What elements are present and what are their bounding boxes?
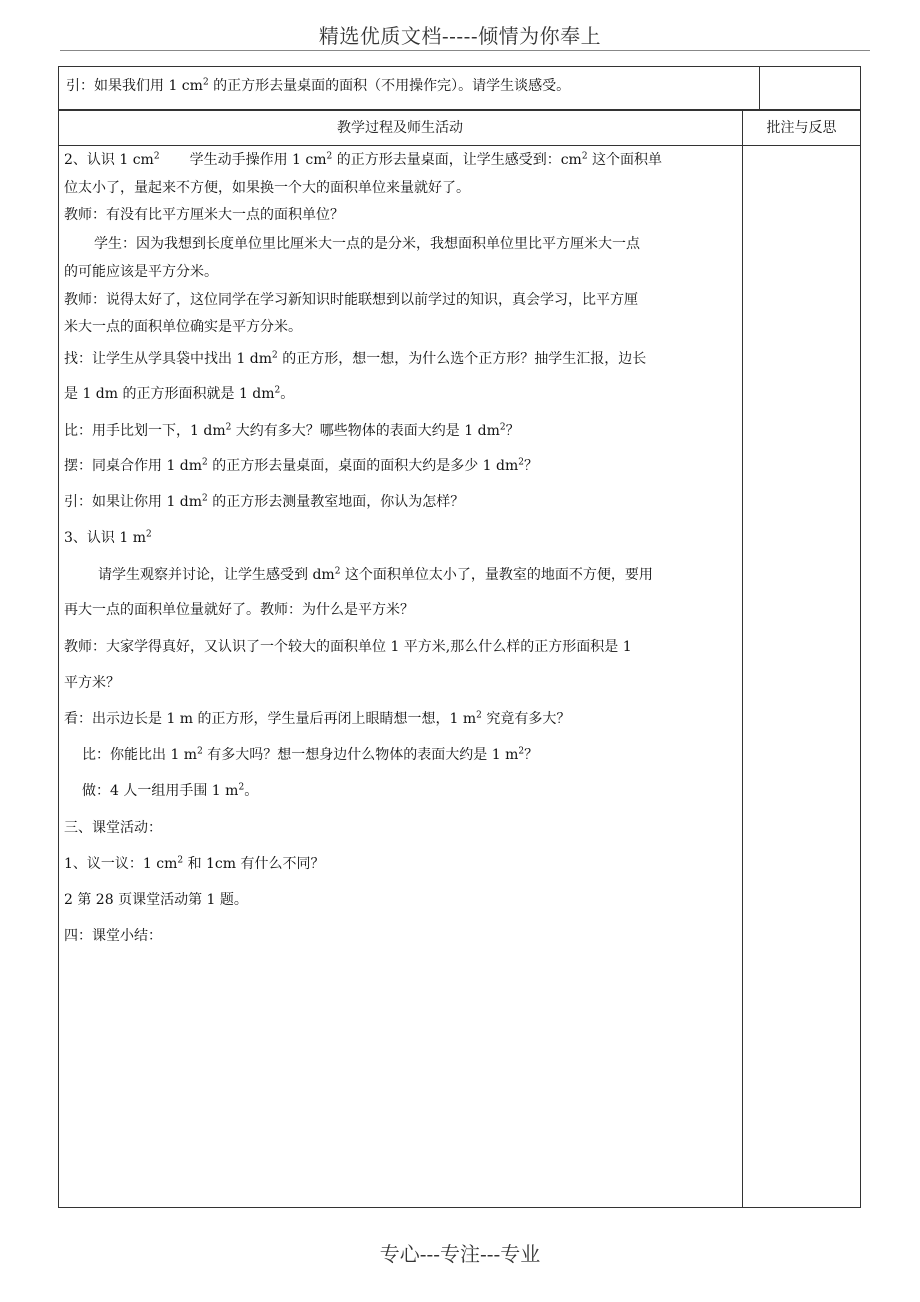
sup: 2 [177, 855, 184, 866]
text: 的正方形去量桌面，桌面的面积大约是多少 1 dm [207, 458, 519, 474]
content-line: 米大一点的面积单位确实是平方分米。 [64, 319, 302, 335]
text: 比：用手比划一下，1 dm [64, 423, 226, 439]
text: 的正方形去测量教室地面，你认为怎样？ [207, 494, 465, 510]
text: 学生动手操作用 1 cm [189, 152, 327, 168]
content-line [82, 745, 538, 765]
sup: 2 [146, 529, 152, 540]
content-line: 的可能应该是平方分米。 [64, 264, 218, 280]
header-row-rule [58, 145, 861, 146]
sup: 2 [499, 422, 506, 433]
section-3-heading: 3、认识 1 m [64, 530, 146, 546]
content-line [64, 854, 325, 874]
text: 的正方形去量桌面，让学生感受到：cm [332, 152, 582, 168]
text: 引：如果让你用 1 dm [64, 494, 203, 510]
text: ？ [524, 747, 539, 763]
content-line [64, 150, 662, 170]
text: 和 1cm 有什么不同？ [183, 856, 325, 872]
sup: 2 [197, 746, 203, 757]
sup: 2 [518, 746, 525, 757]
content-line: 学生：因为我想到长度单位里比厘米大一点的是分米，我想面积单位里比平方厘米大一点 [94, 236, 640, 252]
text: ？ [524, 458, 539, 474]
content-line: 教师：有没有比平方厘米大一点的面积单位？ [64, 207, 344, 223]
sup: 2 [274, 385, 281, 396]
sup: 2 [326, 151, 333, 162]
text: ？ [505, 423, 520, 439]
section-2-heading: 2、认识 1 cm [64, 152, 154, 168]
text: 摆：同桌合作用 1 dm [64, 458, 203, 474]
content-line: 教师：大家学得真好，又认识了一个较大的面积单位 1 平方米,那么什么样的正方形面积是 1 [64, 639, 632, 655]
content-line [64, 709, 570, 729]
sup: 2 [238, 782, 245, 793]
column-header-main: 教学过程及师生活动 [337, 120, 463, 136]
content-line [64, 456, 538, 476]
text: 这个面积单位太小了，量教室的地面不方便，要用 [340, 567, 653, 583]
lead-sup: 2 [202, 77, 209, 88]
text: 大约有多大？哪些物体的表面大约是 1 dm [231, 423, 500, 439]
text: 请学生观察并讨论，让学生感受到 dm [98, 567, 335, 583]
content-line: 平方米？ [64, 675, 120, 691]
content-line [64, 349, 646, 369]
sup: 2 [225, 422, 232, 433]
lead-rest: 的正方形去量桌面的面积（不用操作完）。请学生谈感受。 [208, 78, 571, 94]
section-heading: 四：课堂小结： [64, 928, 162, 944]
text: 看：出示边长是 1 m 的正方形，学生量后再闭上眼睛想一想，1 m [64, 711, 477, 727]
sup: 2 [581, 151, 588, 162]
lead-text: 引：如果我们用 1 cm [66, 78, 203, 94]
sup: 2 [518, 457, 525, 468]
text: 比：你能比出 1 m [82, 747, 198, 763]
content-line: 2 第 28 页课堂活动第 1 题。 [64, 892, 248, 908]
text: 的正方形，想一想，为什么选个正方形？抽学生汇报，边长 [277, 351, 647, 367]
text: 做：4 人一组用手围 1 m [82, 783, 239, 799]
column-header-side: 批注与反思 [766, 120, 837, 136]
text: 1、议一议：1 cm [64, 856, 178, 872]
content-line [98, 565, 653, 585]
sup: 2 [334, 566, 341, 577]
page-header-title: 精选优质文档-----倾情为你奉上 [318, 24, 602, 48]
section-heading: 三、课堂活动： [64, 820, 162, 836]
sup: 2 [202, 457, 208, 468]
top-row-lead [66, 76, 570, 96]
content-line [64, 384, 294, 404]
content-line [64, 492, 464, 512]
top-row-divider [759, 66, 760, 110]
content-line [64, 421, 520, 441]
sup: 2 [202, 493, 208, 504]
text: 。 [280, 386, 295, 402]
text: 这个面积单 [587, 152, 663, 168]
content-line: 位太小了，量起来不方便，如果换一个大的面积单位来量就好了。 [64, 180, 470, 196]
main-table-divider [742, 110, 743, 1208]
sup: 2 [476, 710, 482, 721]
sup: 2 [153, 151, 160, 162]
text: 。 [244, 783, 259, 799]
text: 究竟有多大？ [481, 711, 571, 727]
content-line: 再大一点的面积单位量就好了。教师：为什么是平方米？ [64, 602, 414, 618]
text: 找：让学生从学具袋中找出 1 dm [64, 351, 273, 367]
header-rule [60, 50, 870, 51]
content-line [64, 528, 152, 548]
page-footer-title: 专心---专注---专业 [379, 1242, 541, 1266]
content-line [82, 781, 258, 801]
sup: 2 [272, 350, 278, 361]
text: 是 1 dm 的正方形面积就是 1 dm [64, 386, 275, 402]
content-line: 教师：说得太好了，这位同学在学习新知识时能联想到以前学过的知识，真会学习，比平方厘 [64, 292, 638, 308]
text: 有多大吗？想一想身边什么物体的表面大约是 1 m [202, 747, 519, 763]
